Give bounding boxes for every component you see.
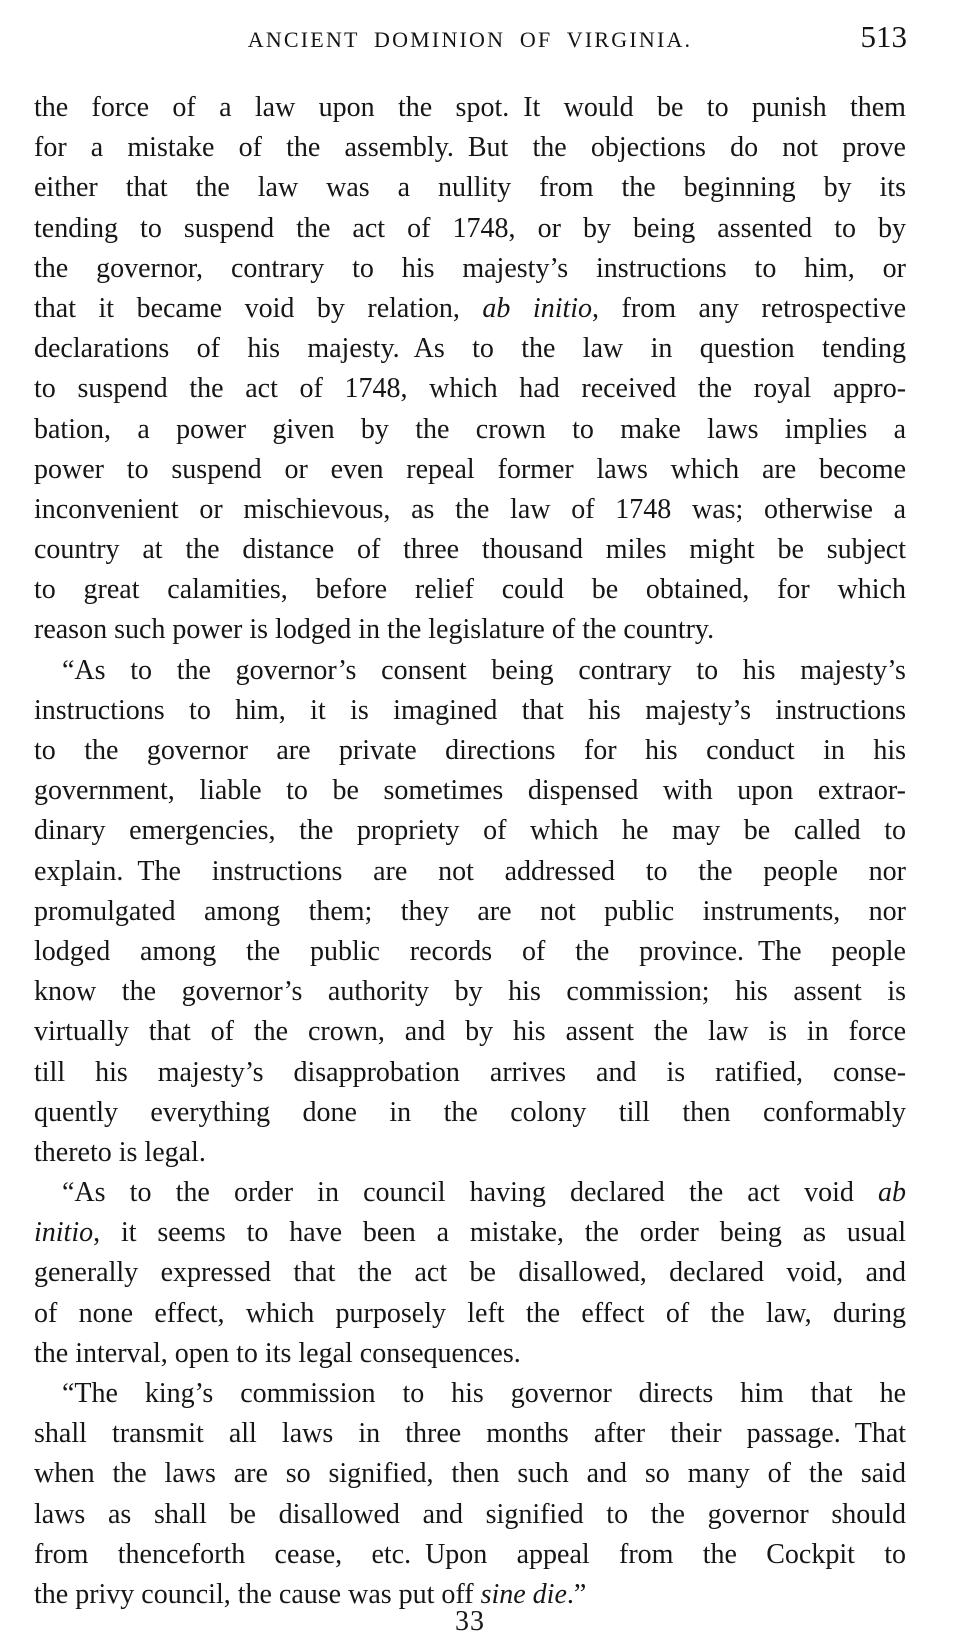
text-line: power to suspend or even repeal former laws which are become bbox=[34, 453, 907, 485]
text-line: the governor, contrary to his majesty’s instructions to him, or bbox=[34, 252, 907, 284]
text-line: from thenceforth cease, etc. Upon appeal from the Cockpit to bbox=[34, 1538, 906, 1570]
text-line: generally expressed that the act be disallowed, declared void, and bbox=[34, 1257, 907, 1289]
text-line: promulgated among them; they are not public instruments, nor bbox=[34, 895, 906, 927]
text-line: dinary emergencies, the propriety of which he may be called to bbox=[34, 815, 907, 847]
text-line: to suspend the act of 1748, which had received the royal appro- bbox=[34, 373, 907, 405]
text-line: “As to the order in council having declared the act void ab bbox=[62, 1177, 906, 1209]
page-text bbox=[34, 88, 906, 1615]
text-line: tending to suspend the act of 1748, or by being assented to by bbox=[34, 212, 907, 244]
text-line: to the governor are private directions for his conduct in his bbox=[34, 735, 907, 766]
text-line: to great calamities, before relief could be obtained, for which bbox=[34, 574, 906, 606]
text-line: country at the distance of three thousand miles might be subject bbox=[34, 534, 907, 566]
text-line: that it became void by relation, ab initio, from any retrospective bbox=[34, 292, 907, 324]
text-line: either that the law was a nullity from the beginning by its bbox=[34, 172, 906, 204]
text-line: initio, it seems to have been a mistake, the order being as usual bbox=[34, 1217, 906, 1249]
text-line: bation, a power given by the crown to make laws implies a bbox=[34, 413, 907, 445]
text-line: the interval, open to its legal consequences. bbox=[34, 1337, 521, 1369]
signature-mark: 33 bbox=[455, 1606, 485, 1636]
running-head: ANCIENT DOMINION OF VIRGINIA. bbox=[247, 27, 693, 52]
text-line: till his majesty’s disapprobation arrives and is ratified, conse- bbox=[34, 1056, 907, 1088]
text-line: quently everything done in the colony till then conformably bbox=[34, 1096, 907, 1128]
text-line: declarations of his majesty. As to the law in question tending bbox=[34, 333, 906, 365]
text-line: reason such power is lodged in the legislature of the country. bbox=[34, 614, 715, 646]
text-line: instructions to him, it is imagined that his majesty’s instructions bbox=[34, 694, 907, 726]
text-line: know the governor’s authority by his commission; his assent is bbox=[34, 976, 907, 1008]
text-line: “As to the governor’s consent being contrary to his majesty’s bbox=[62, 654, 906, 686]
text-line: laws as shall be disallowed and signified to the governor should bbox=[34, 1498, 907, 1530]
text-line: “The king’s commission to his governor directs him that he bbox=[62, 1378, 906, 1409]
page-number: 513 bbox=[860, 19, 907, 54]
text-line: the privy council, the cause was put off sine die.” bbox=[34, 1578, 587, 1610]
text-line: virtually that of the crown, and by his assent the law is in force bbox=[34, 1016, 907, 1048]
text-line: of none effect, which purposely left the effect of the law, during bbox=[34, 1297, 906, 1329]
text-line: inconvenient or mischievous, as the law of 1748 was; otherwise a bbox=[34, 493, 907, 525]
text-line: for a mistake of the assembly. But the objections do not prove bbox=[34, 132, 906, 164]
text-line: explain. The instructions are not addressed to the people nor bbox=[34, 855, 906, 887]
text-line: lodged among the public records of the province. The people bbox=[34, 935, 906, 967]
text-line: government, liable to be sometimes dispensed with upon extraor- bbox=[34, 775, 906, 807]
text-line: when the laws are so signified, then such and so many of the said bbox=[34, 1458, 906, 1490]
text-line: shall transmit all laws in three months after their passage. That bbox=[34, 1418, 907, 1450]
text-line: thereto is legal. bbox=[34, 1136, 206, 1168]
text-line: the force of a law upon the spot. It would be to punish them bbox=[34, 92, 906, 123]
